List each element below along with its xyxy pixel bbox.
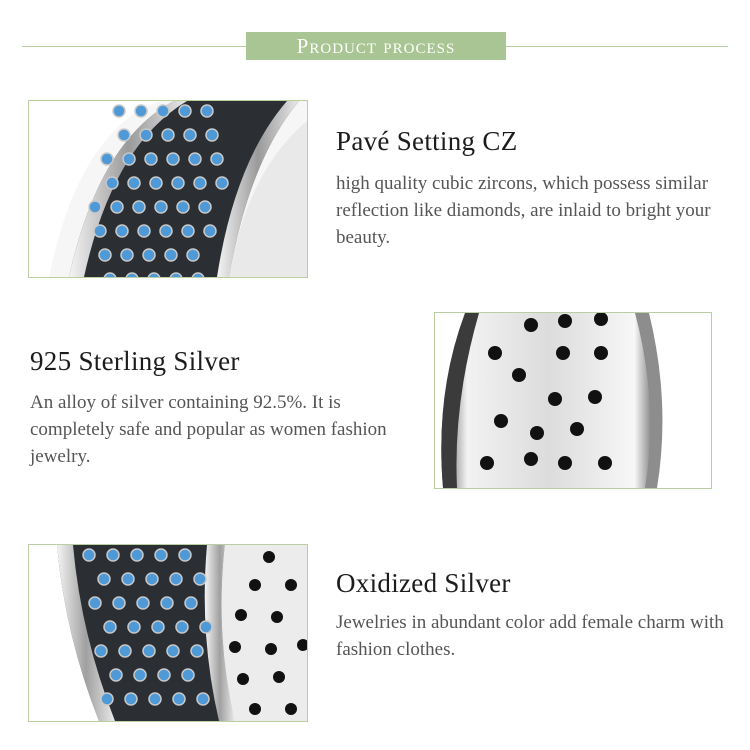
sterling-silver-image [434,312,712,489]
section-desc-silver: An alloy of silver containing 92.5%. It is completely safe and popular as women fashion jewelry. [30,392,387,467]
ring-pave-closeup-icon [29,101,307,277]
section-title-pave: Pavé Setting CZ [336,126,518,156]
header-divider-right [506,46,728,47]
section-title-oxidized: Oxidized Silver [336,568,511,598]
ring-inner-band-icon [435,313,711,488]
ring-oxidized-closeup-icon [29,545,307,721]
section-desc-oxidized: Jewelries in abundant color add female charm with fashion clothes. [336,612,724,660]
section-title-silver: 925 Sterling Silver [30,346,240,376]
section-desc-pave: high quality cubic zircons, which possess similar reflection like diamonds, are inlaid to bright your beauty. [336,173,711,248]
section-header: Product process [246,32,506,60]
header-divider-left [22,46,246,47]
pave-setting-image [28,100,308,278]
oxidized-silver-image [28,544,308,722]
